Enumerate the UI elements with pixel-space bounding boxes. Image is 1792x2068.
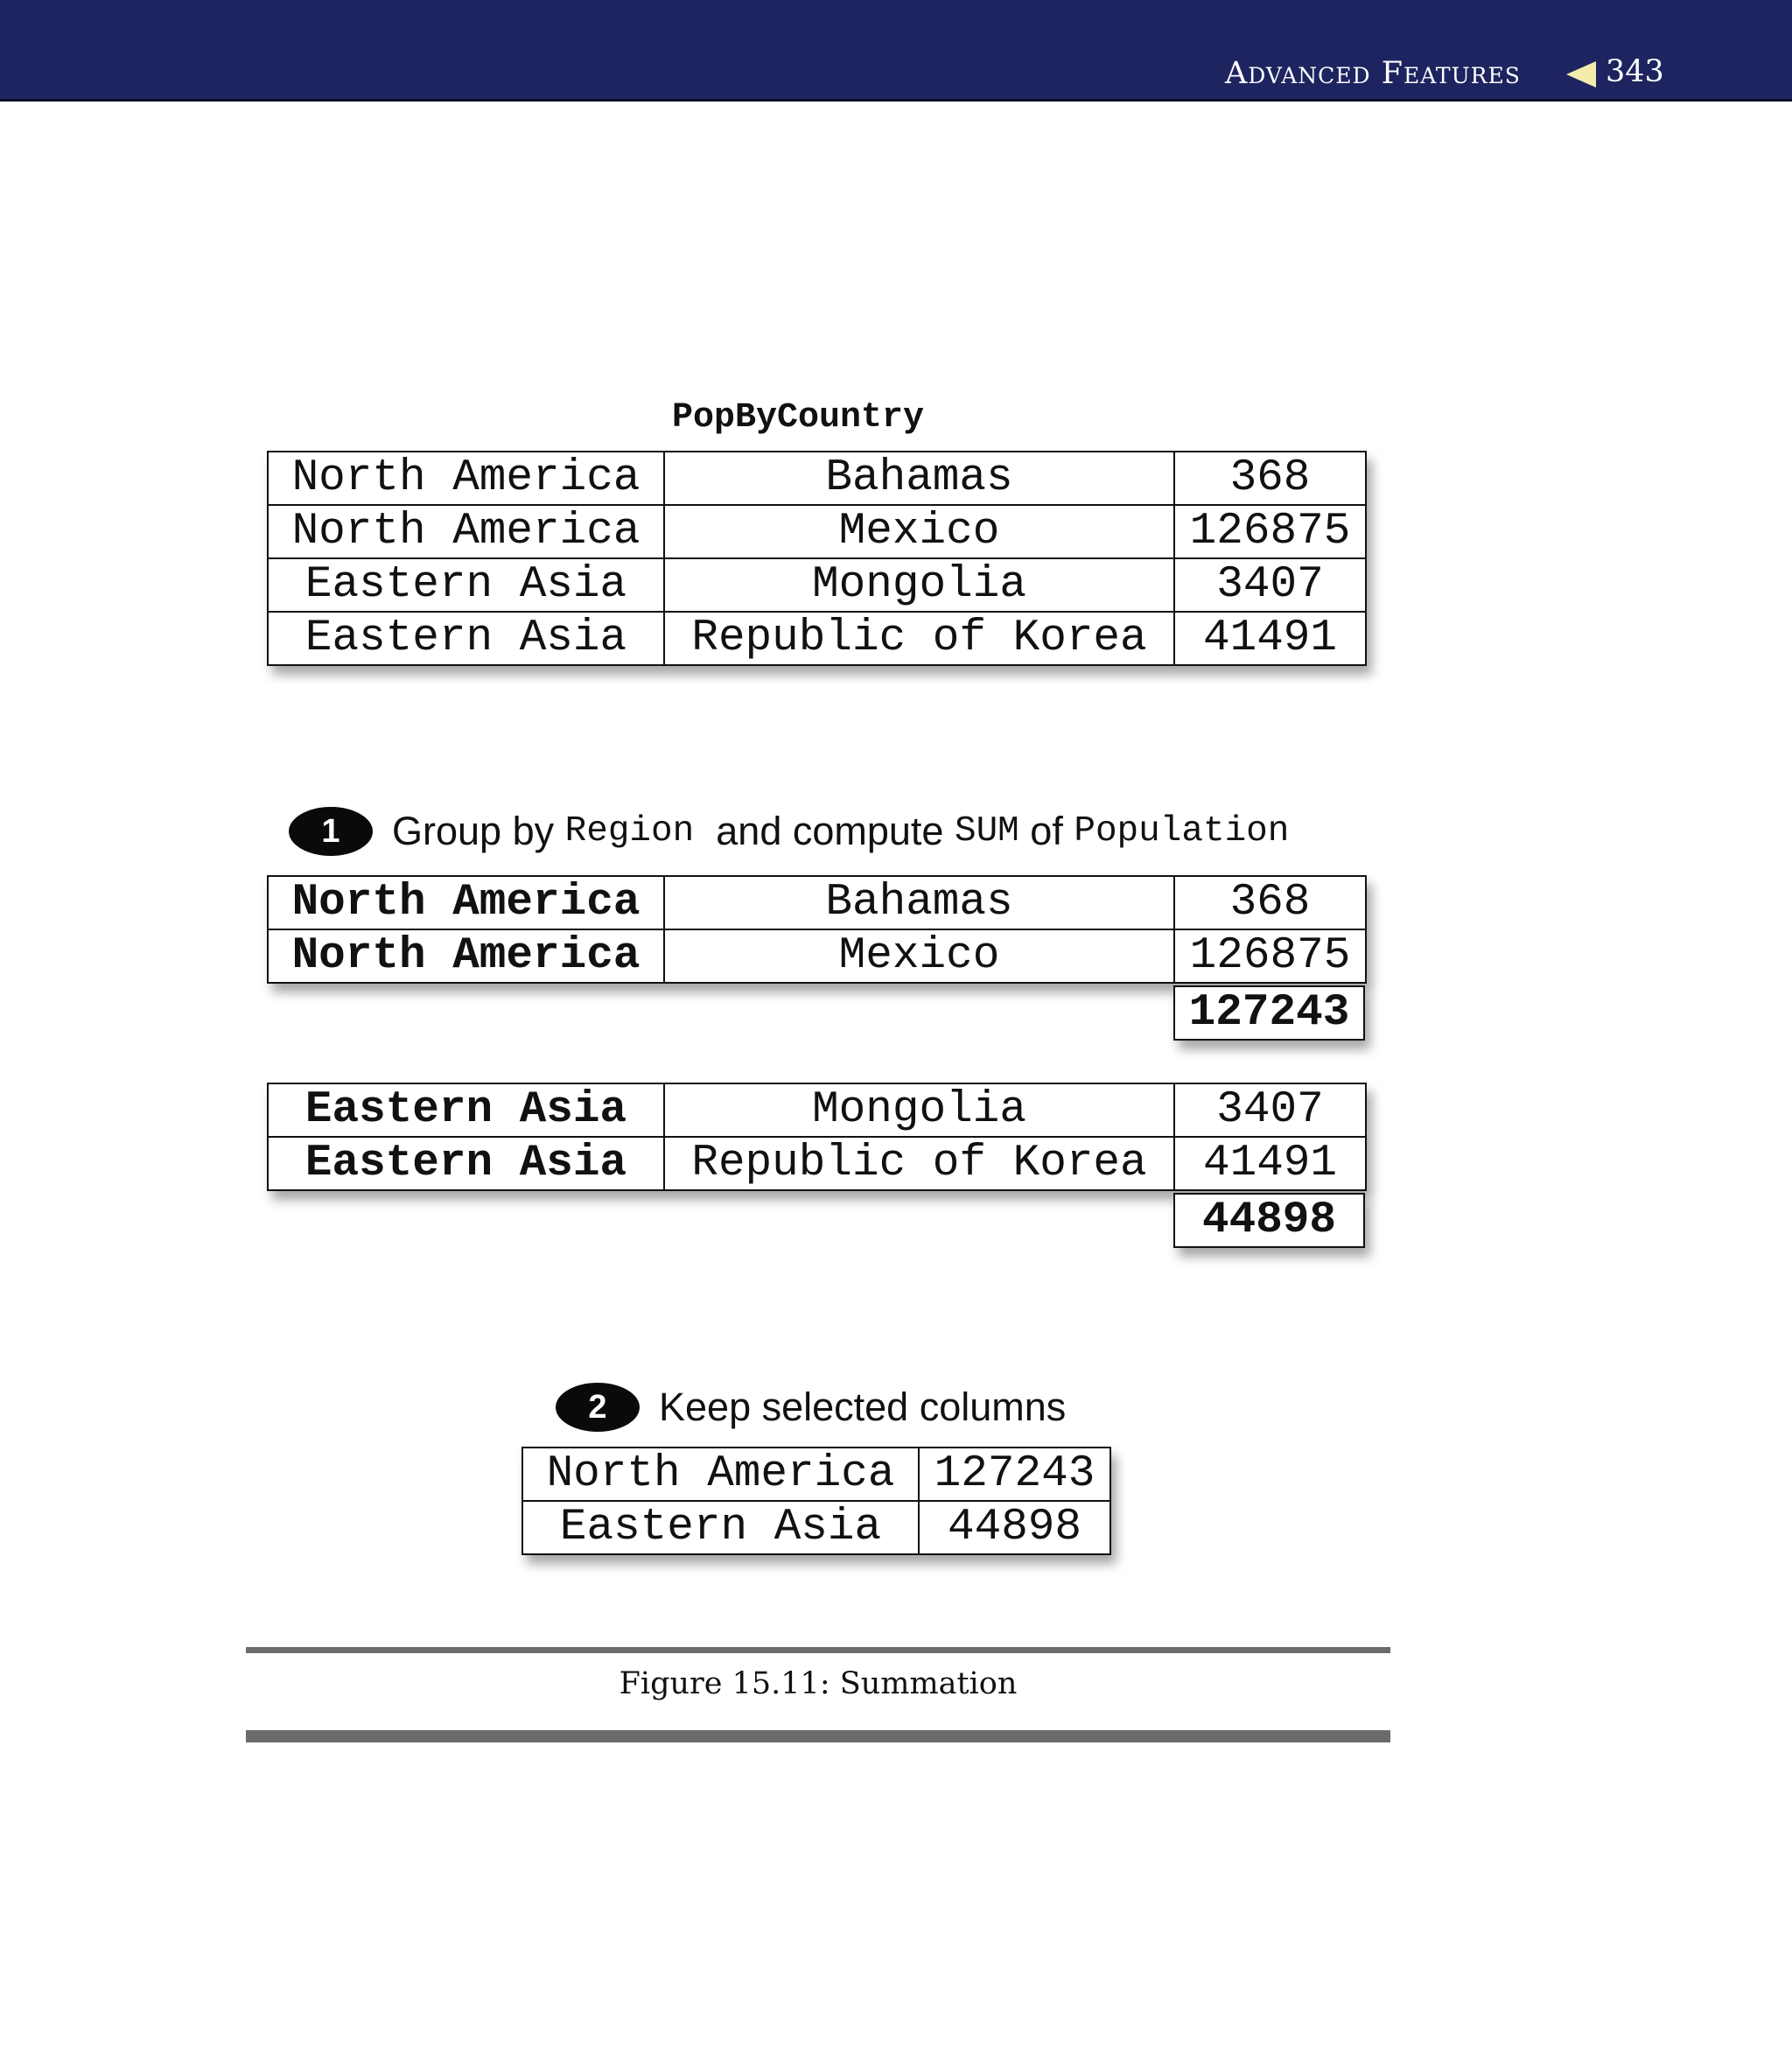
source-table-title: PopByCountry [672,398,925,438]
table-row [268,876,1366,929]
population-cell: 368 [1174,876,1366,929]
region-cell: Eastern Asia [268,612,664,665]
population-cell: 41491 [1174,612,1366,665]
table-row [268,1137,1366,1190]
step-text: of [1030,809,1063,853]
population-cell: 126875 [1174,929,1366,983]
source-table [267,451,1367,666]
step-2-label [556,1383,1066,1432]
left-triangle-icon [1566,61,1596,88]
country-cell: Mongolia [664,558,1174,612]
step-1-label [289,807,1289,856]
region-cell: North America [522,1448,919,1501]
group-total-north-america: 127243 [1173,985,1365,1041]
table-row [268,452,1366,505]
population-cell: 126875 [1174,505,1366,558]
sum-cell: 127243 [919,1448,1110,1501]
code-population: Population [1074,811,1290,852]
result-table [522,1447,1111,1555]
region-cell: North America [268,452,664,505]
table-row [268,929,1366,983]
population-cell: 3407 [1174,558,1366,612]
table-row [268,505,1366,558]
figure-caption: Figure 15.11: Summation [619,1666,1018,1701]
step-text: Group by [392,809,555,853]
region-cell: Eastern Asia [522,1501,919,1554]
population-cell: 41491 [1174,1137,1366,1190]
running-header-title: Advanced Features [1225,56,1521,91]
figure-rule-top [246,1647,1390,1653]
table-row [268,1083,1366,1137]
population-cell: 3407 [1174,1083,1366,1137]
country-cell: Mexico [664,929,1174,983]
table-row [522,1501,1110,1554]
region-cell: Eastern Asia [268,558,664,612]
page-header [0,0,1792,102]
step-number-badge: 2 [556,1383,640,1432]
table-row [522,1448,1110,1501]
figure-rule-bottom [246,1730,1390,1742]
region-cell: North America [268,876,664,929]
region-cell: Eastern Asia [268,1137,664,1190]
code-sum: SUM [954,811,1019,852]
step-text: Keep selected columns [659,1385,1067,1429]
country-cell: Mexico [664,505,1174,558]
group-table-north-america [267,875,1367,984]
sum-cell: 44898 [919,1501,1110,1554]
region-cell: Eastern Asia [268,1083,664,1137]
region-cell: North America [268,505,664,558]
table-row [268,558,1366,612]
table-row [268,612,1366,665]
population-cell: 368 [1174,452,1366,505]
step-number-badge: 1 [289,807,373,856]
country-cell: Bahamas [664,452,1174,505]
group-total-eastern-asia: 44898 [1173,1193,1365,1248]
country-cell: Republic of Korea [664,1137,1174,1190]
code-region: Region [564,811,695,852]
region-cell: North America [268,929,664,983]
group-table-eastern-asia [267,1083,1367,1191]
country-cell: Republic of Korea [664,612,1174,665]
step-text: and compute [716,809,944,853]
country-cell: Mongolia [664,1083,1174,1137]
country-cell: Bahamas [664,876,1174,929]
page-number: 343 [1606,54,1664,89]
